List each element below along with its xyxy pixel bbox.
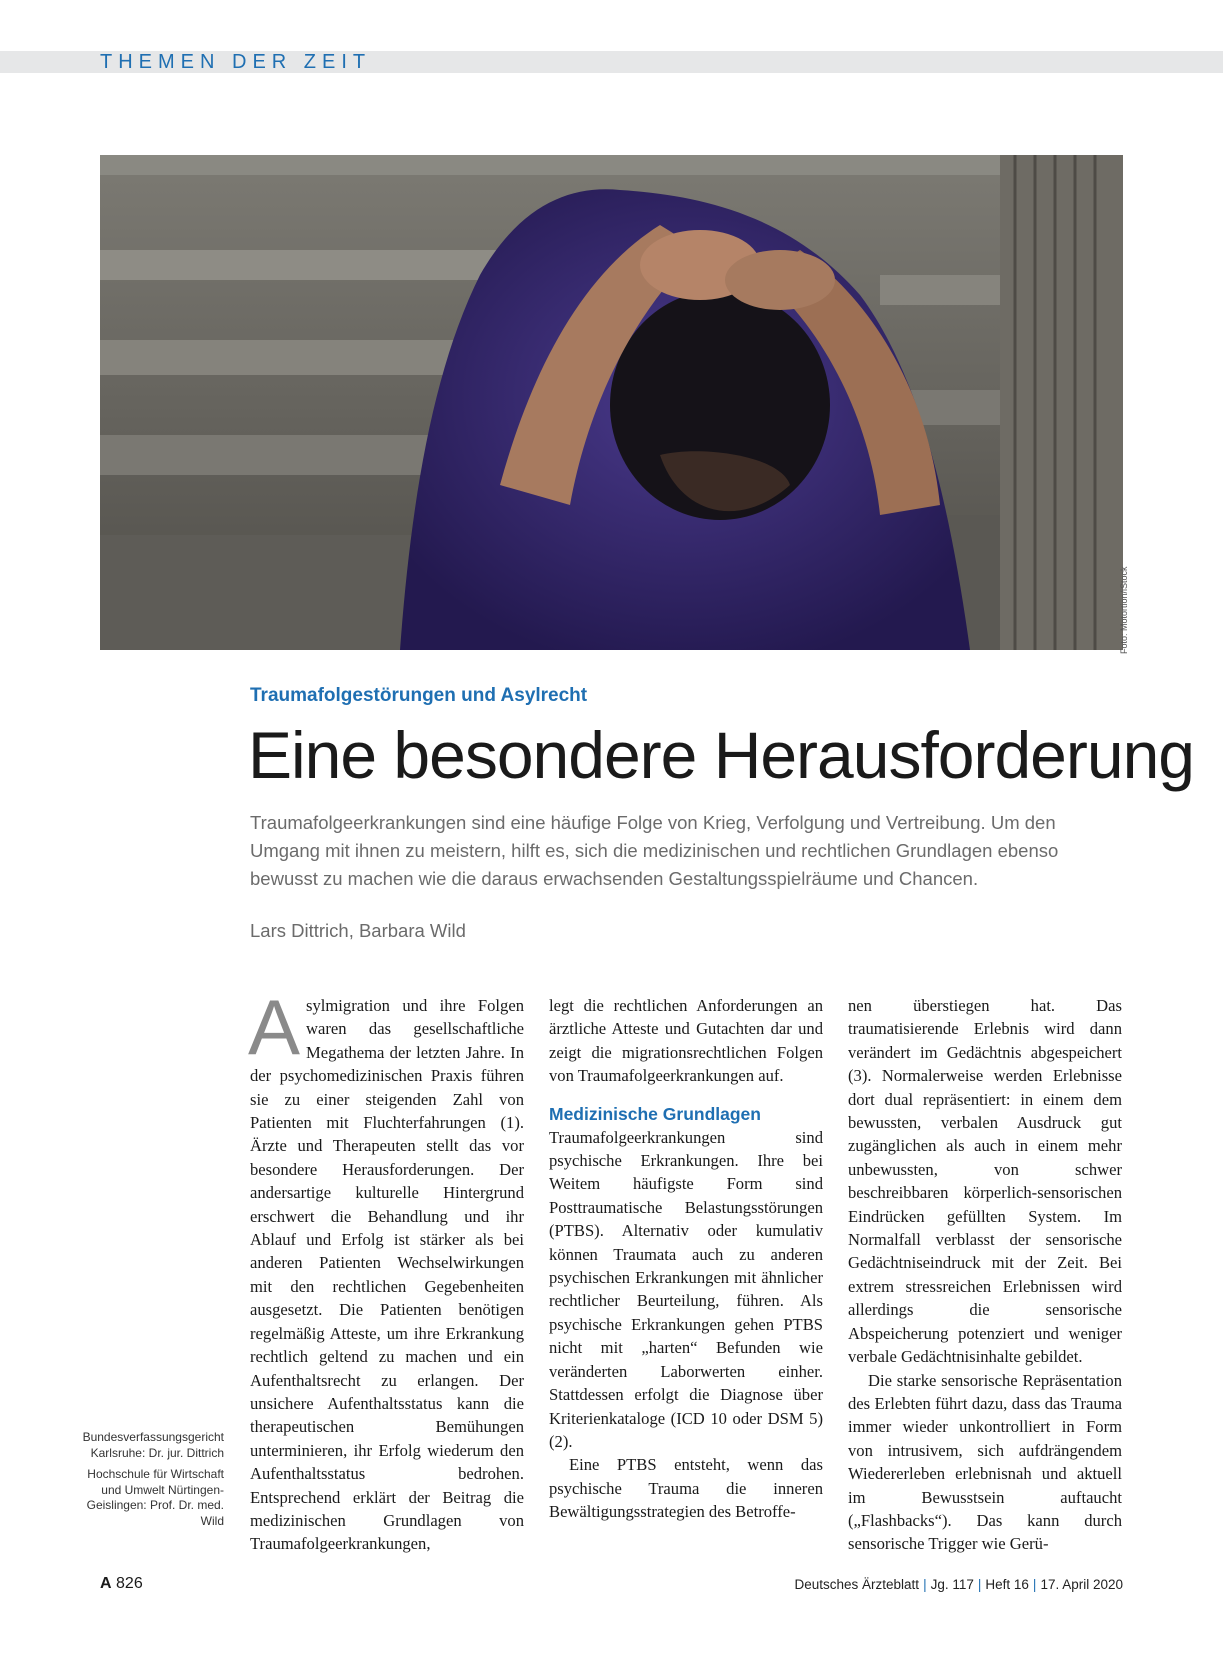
journal-name: Deutsches Ärzteblatt [794, 1577, 920, 1592]
folio-number: 826 [116, 1575, 143, 1592]
author-affiliations [80, 1430, 224, 1535]
body-paragraph: Traumafolgeerkrankungen sind psychische Erkrankungen. Ihre bei Weitem häufigste Form sind Posttraumatische Belastungsstörungen (PTBS). Alternativ oder kumulativ können Traumata auch zu anderen psychischen Erkrankungen mit ähnlicher rechtlicher Beurteilung, führen. Als psychische Erkrankungen gehen PTBS nicht mit „harten“ Befunden wie veränderten Laborwerten einher. Stattdessen erfolgt die Diagnose über Kriterienkataloge (ICD 10 oder DSM 5) (2). [549, 1127, 823, 1451]
journal-date: 17. April 2020 [1040, 1577, 1123, 1592]
drop-cap: A [248, 983, 301, 1071]
affiliation-item: Hochschule für Wirtschaft und Umwelt Nürtingen-Geislingen: Prof. Dr. med. Wild [86, 1467, 224, 1528]
body-paragraph: nen überstiegen hat. Das traumatisierende Erlebnis wird dann verändert im Gedächtnis abgespeichert (3). Normalerweise werden Erlebnisse dort dual repräsentiert: in einem dem bewussten, verbalen Ausdruck gut zugänglichen als auch in einem mehr unbewussten, von schwer beschreibbaren körperlich-sensorischen Eindrücken gefüllten System. Im Normalfall verblasst der sensorische Gedächtniseindruck mit der Zeit. Bei extrem stressreichen Erlebnissen wird allerdings die sensorische Abspeicherung potenziert und weniger verbale Gedächtnisinhalte gebildet. [848, 996, 1122, 1367]
journal-footer [795, 1576, 1124, 1594]
affiliation-item: Bundesverfassungsgericht Karlsruhe: Dr. jur. Dittrich [82, 1430, 224, 1460]
footer-separator: | [1032, 1577, 1037, 1592]
article-lead: Traumafolgeerkrankungen sind eine häufige Folge von Krieg, Verfolgung und Vertreibung. Um den Umgang mit ihnen zu meistern, hilft es, sich die medizinischen und rechtlichen Grundlagen ebenso bewusst zu machen wie die daraus erwachsenden Gestaltungsspielräume und Chancen. [250, 812, 1059, 889]
body-paragraph: Die starke sensorische Repräsentation des Erlebten führt dazu, dass das Trauma immer wieder unkontrolliert in Form von intrusivem, sich aufdrängendem Wiedererleben erlebnisnah und aktuell im Bewusstsein auftaucht („Flashbacks“). Das kann durch sensorische Trigger wie Gerü- [848, 1370, 1122, 1554]
body-paragraph: legt die rechtlichen Anforderungen an ärztliche Atteste und Gutachten dar und zeigt die migrationsrechtlichen Folgen von Traumafolgeerkrankungen auf. [549, 996, 823, 1086]
body-column-3 [848, 994, 1122, 1556]
footer-separator: | [977, 1577, 982, 1592]
photo-credit: Foto: Motortion/iStock [1119, 566, 1129, 654]
section-label: THEMEN DER ZEIT [100, 51, 372, 73]
body-column-1 [248, 983, 524, 1556]
article-kicker: Traumafolgestörungen und Asylrecht [250, 685, 588, 706]
journal-issue: Heft 16 [985, 1577, 1029, 1592]
hero-photo [100, 155, 1123, 650]
hero-photo-illustration [100, 155, 1123, 650]
body-paragraph: sylmigration und ihre Folgen waren das gesellschaftliche Megathema der letzten Jahre. In der psychomedizinischen Praxis führen sie zu einer steigenden Zahl von Patienten mit Fluchterfahrungen (1). Ärzte und Therapeuten stellt das vor besondere Herausforderungen. Der andersartige kulturelle Hintergrund erschwert die Behandlung und ihr Ablauf und Erfolg ist stärker als bei anderen Patienten Wechselwirkungen mit den rechtlichen Gegebenheiten ausgesetzt. Die Patienten benötigen regelmäßig Atteste, um ihre Erkrankung rechtlich geltend zu machen und ein Aufenthaltsrecht zu erlangen. Der unsichere Aufenthaltsstatus kann die therapeutischen Bemühungen unterminieren, ihr Erfolg wiederum den Aufenthaltsstatus bedrohen. Entsprechend erklärt der Beitrag die medizinischen Grundlagen von Traumafolgeerkrankungen, [250, 996, 524, 1554]
footer-separator: | [923, 1577, 927, 1592]
journal-volume: Jg. 117 [930, 1577, 974, 1592]
body-paragraph: Eine PTBS entsteht, wenn das psychische Trauma die inneren Bewältigungsstrategien des Betroffe- [549, 1455, 823, 1522]
article-authors: Lars Dittrich, Barbara Wild [250, 920, 466, 941]
section-subhead: Medizinische Grundlagen [549, 1103, 761, 1124]
page-folio [100, 1574, 143, 1594]
article-headline: Eine besondere Herausforderung [248, 718, 1194, 792]
folio-prefix: A [100, 1575, 112, 1592]
body-column-2 [549, 994, 823, 1524]
